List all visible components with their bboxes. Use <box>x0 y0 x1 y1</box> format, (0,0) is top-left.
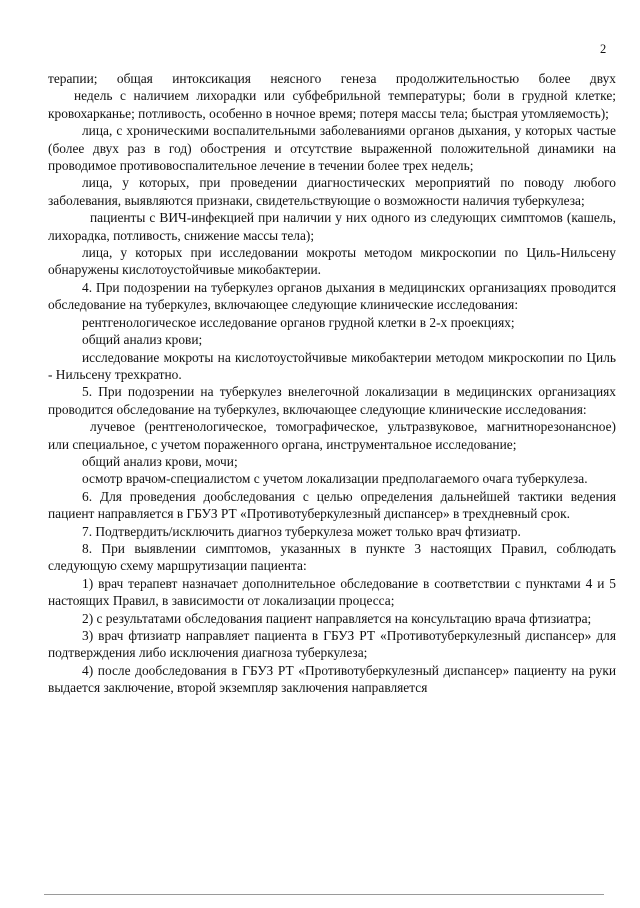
paragraph: лица, с хроническими воспалительными заболеваниями органов дыхания, у которых частые (более двух раз в год) обострения и отсутствие выраженной положительной динамики на проводимое противовоспалительное лечение в течении более трех недель; <box>48 123 616 174</box>
paragraph: 1) врач терапевт назначает дополнительное обследование в соответствии с пунктами 4 и 5 настоящих Правил, в зависимости от локализации процесса; <box>48 575 616 609</box>
paragraph: исследование мокроты на кислотоустойчивые микобактерии методом микроскопии по Циль - Нильсену трехкратно. <box>48 349 616 382</box>
paragraph: недель с наличием лихорадки или субфебрильной температуры; боли в грудной клетке; кровохарканье; потливость, особенно в ночное время; потеря массы тела; быстрая утомляемость); <box>48 88 616 121</box>
scan-edge-line <box>44 894 604 895</box>
paragraph: общий анализ крови; <box>82 332 203 348</box>
paragraph: лица, у которых, при проведении диагностических мероприятий по поводу любого заболевания, выявляются признаки, свидетельствующие о возможности наличия туберкулеза; <box>48 175 616 208</box>
paragraph: 4) после дообследования в ГБУЗ РТ «Противотуберкулезный диспансер» пациенту на руки выдается заключение, второй экземпляр заключения направляется <box>48 662 616 696</box>
paragraph: 6. Для проведения дообследования с целью определения дальнейшей тактики ведения пациент направляется в ГБУЗ РТ «Противотуберкулезный диспансер» в трехдневный срок. <box>48 488 616 522</box>
paragraph: общий анализ крови, мочи; <box>82 453 238 469</box>
paragraph: лучевое (рентгенологическое, томографическое, ультразвуковое, магнитнорезонансное) или специальное, с учетом пораженного органа, инструментальное исследование; <box>48 419 616 452</box>
paragraph: 8. При выявлении симптомов, указанных в пункте 3 настоящих Правил, соблюдать следующую схему маршрутизации пациента: <box>48 540 616 574</box>
paragraph: 2) с результатами обследования пациент направляется на консультацию врача фтизиатра; <box>82 610 592 626</box>
paragraph: терапии; общая интоксикация неясного генеза продолжительностью более двух <box>48 71 616 86</box>
paragraph: лица, у которых при исследовании мокроты методом микроскопии по Циль-Нильсену обнаружены кислотоустойчивые микобактерии. <box>48 245 616 278</box>
paragraph: 7. Подтвердить/исключить диагноз туберкулеза может только врач фтизиатр. <box>82 523 521 539</box>
paragraph: осмотр врачом-специалистом с учетом локализации предполагаемого очага туберкулеза. <box>82 471 588 487</box>
paragraph: 3) врач фтизиатр направляет пациента в ГБУЗ РТ «Противотуберкулезный диспансер» для подтверждения либо исключения диагноза туберкулеза; <box>48 628 616 661</box>
page-number: 2 <box>600 42 607 56</box>
paragraph: рентгенологическое исследование органов грудной клетки в 2-х проекциях; <box>82 314 515 330</box>
paragraph: пациенты с ВИЧ-инфекцией при наличии у них одного из следующих симптомов (кашель, лихорадка, потливость, снижение массы тела); <box>48 210 616 243</box>
document-body <box>48 70 616 697</box>
paragraph: 4. При подозрении на туберкулез органов дыхания в медицинских организациях проводится обследование на туберкулез, включающее следующие клинические исследования: <box>48 279 616 313</box>
paragraph: 5. При подозрении на туберкулез внелегочной локализации в медицинских организациях проводится обследование на туберкулез, включающее следующие клинические исследования: <box>48 384 616 417</box>
